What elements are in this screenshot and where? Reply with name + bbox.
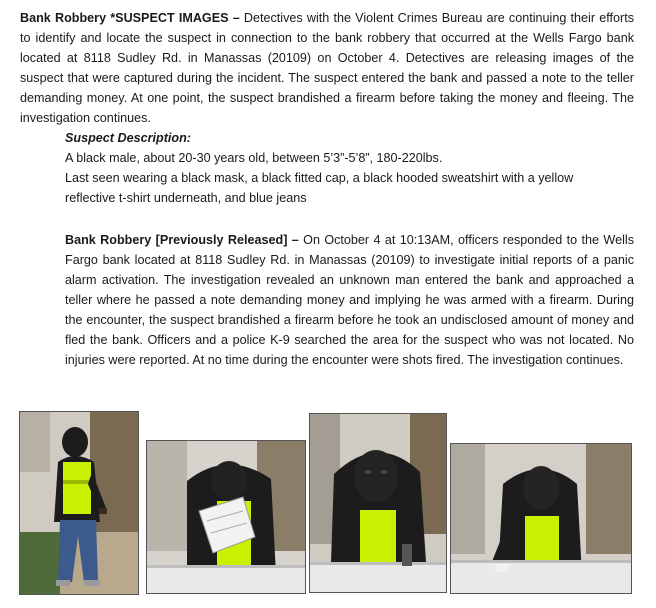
suspect-description [65,128,605,208]
suspect-with-note-photo [146,440,306,594]
suspect-closeup-photo [309,413,447,593]
description-line: A black male, about 20-30 years old, between 5’3”-5’8”, 180-220lbs. [65,151,443,165]
description-line: reflective t-shirt underneath, and blue jeans [65,191,307,205]
description-heading: Suspect Description: [65,131,191,145]
description-line: Last seen wearing a black mask, a black fitted cap, a black hooded sweatshirt with a yellow [65,171,574,185]
suspect-at-counter-photo [450,443,632,594]
suspect-full-body-photo [19,411,139,595]
article-title: Bank Robbery *SUSPECT IMAGES – [20,11,240,25]
article-previously-released [65,230,634,370]
suspect-full-body-icon [20,412,138,594]
suspect-with-note-icon [147,441,305,593]
suspect-closeup-icon [310,414,446,592]
article-body: Detectives with the Violent Crimes Bureau are continuing their efforts to identify and locate the suspect in connection to the bank robbery that occurred at the Wells Fargo bank located at 8118 Sudley Rd. in Manassas (20109) on October 4. Detectives are releasing images of the suspect that were captured during the incident. The suspect entered the bank and passed a note to the teller demanding money. At one point, the suspect brandished a firearm before taking the money and fleeing. The investigation continues. [20,11,634,125]
suspect-at-counter-icon [451,444,631,593]
article-suspect-images [20,8,634,128]
article-title: Bank Robbery [Previously Released] – [65,233,299,247]
article-body: On October 4 at 10:13AM, officers responded to the Wells Fargo bank located at 8118 Sudley Rd. in Manassas (20109) to investigate initial reports of a panic alarm activation. The investigation revealed an unknown man entered the bank and approached a teller where he passed a note demanding money and implying he was armed with a firearm. During the encounter, the suspect brandished a firearm before he took an undisclosed amount of money and fled the bank. Officers and a police K-9 searched the area for the suspect who was not located. No injuries were reported. At no time during the encounter were shots fired. The investigation continues. [65,233,634,367]
